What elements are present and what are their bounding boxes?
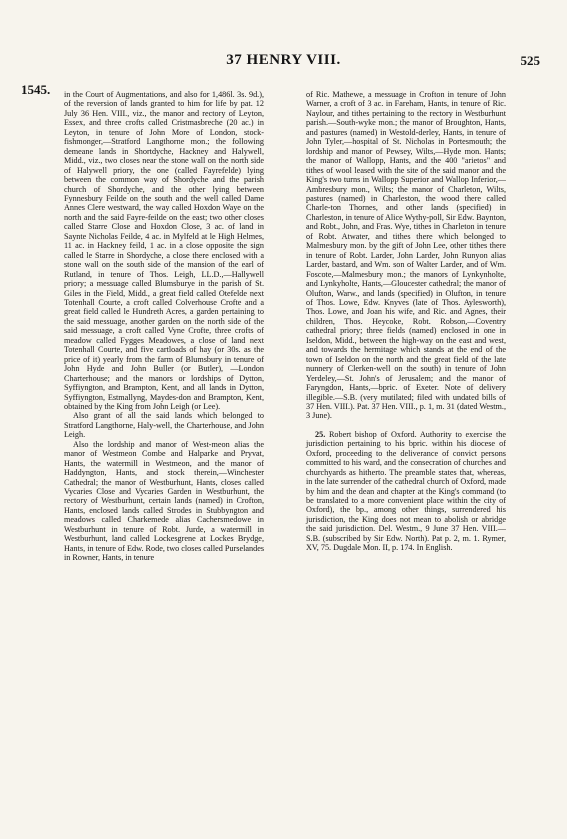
page-number: 525 — [520, 53, 540, 68]
paragraph: Also grant of all the said lands which belonged to Stratford Langthorne, Haly-well, the Charterhouse, and John Leigh. — [64, 411, 264, 440]
left-column — [64, 90, 264, 563]
entry-number: 25. — [315, 429, 326, 439]
column-divider — [289, 96, 290, 826]
paragraph: of Ric. Mathewe, a messuage in Crofton in tenure of John Warner, a croft of 3 ac. in Fareham, Hants, in tenure of Ric. Naylour, and tithes pertaining to the rectory in Westburhunt parish.—South-wyke mon.; the manor of Broughton, Hants, and pastures (named) in Westold-derley, Hants, in tenure of John Tyler,—hospital of St. Nicholas in Portesmouth; the lordship and manor of Pewsey, Wilts,—Hyde mon. Hants; the manor of Wallopp, Hants, and the 400 "arietos" and tithes of wool leased with the site of the said manor and the King's two turns in Wallopp Superior and Wallop Inferior,—Ambresbury mon., Wilts; the manor of Charleton, Wilts, pastures (named) in Charleston, the wood there called Charle-ton Thornes, and other lands (specified) in Charleston, in tenure of Alice Wythy-poll, Sir Edw. Baynton, and Robt., John, and Fras. Wye, tithes in Charleton in tenure of Robt. Atwater, and tithes there which belonged to Malmesbury mon. by the gift of John Lee, other tithes there in tenure of Robt. Larder, John Larder, John Runyon alias Larder, bastard, and Wm. son of Walter Larder, and of Wm. Foscote,—Malmesbury mon.; the manors of Lynkynholte, and Lynkyholte, Hants,—Gloucester cathedral; the manor of Olufton, Warw., and lands (specified) in Olufton, in tenure of Thos. Lowe, Edw. Knyves (late of Thos. Aylesworth), Thos. Lowe, and Joan his wife, and Ric. and Agnes, their children, Thos. Heycoke, Robt. Robson,—Coventry cathedral priory; three fields (named) enclosed in one in Iseldon, Midd., between the high-way on the east and west, and towards the hermitage which stands at the end of the town of Iseldon on the north and the great field of the late nunnery of Clerken-well on the south) in tenure of John Yerdeley,—St. John's of Jerusalem; and the manor of Faryngdon, Hants,—bpric. of Exeter. Note of delivery illegible.—S.B. (very mutilated; filed with undated bills of 37 Hen. VIII.). Pat. 37 Hen. VIII., p. 1, m. 31 (dated Westm., 3 June). — [306, 90, 506, 421]
paragraph: Also the lordship and manor of West-meon alias the manor of Westmeon Combe and Halparke and Pryvat, Hants, the watermill in Westmeon, and the manor of Haddyngton, Hants, and stock therein,—Winchester Cathedral; the manor of Westburhunt, Hants, closes called Vycaries Close and Vycaries Garden in Westburhunt, the rectory of Westburhunt, certain lands (named) in Crofton, Hants, enclosed lands called Strodes in Stubbyngton and meadows called Charkemede alias Cachersmedowe in Westburhunt in tenure of Robt. Jurde, a watermill in Westburhunt, land called Lockesgrene at Lockes Brydge, Hants, in tenure of Edw. Rode, two closes called Purselandes in Rowner, Hants, in tenure — [64, 439, 265, 563]
entry-text: Robert bishop of Oxford. Authority to exercise the jurisdiction pertaining to his bpric. within his diocese of Oxford, proceeding to the deliverance of convict persons committed to his ward, and the consecration of churches and churchyards as hitherto. The preamble states that, whereas, in the late surrender of the cathedral church of Oxford, made by him and the dean and chapter at the King's command (to be translated to a more convenient place within the city of Oxford), the bp., among other things, surrendered his jurisdiction, the King does not mean to abolish or abridge the said jurisdiction. Del. Westm., 9 June 37 Hen. VIII.—S.B. (subscribed by Sir Edw. North). Pat p. 2, m. 1. Rymer, XV, 75. Dugdale Mon. II, p. 174. In English. — [306, 429, 506, 553]
paragraph: in the Court of Augmentations, and also for 1,486l. 3s. 9d.), of the reversion of lands granted to him for life by pat. 12 July 36 Hen. VIII., viz., the manor and rectory of Leyton, Essex, and three crofts called Cristmasbreche (20 ac.) in Leyton, in tenure of John More of London, stock-fishmonger,—Stratford Langthorne mon.; the following demeane lands in Shortdyche, Hackney and Halywell, Midd., viz., two closes near the stone wall on the north side of Halywell priory, the one (called Fayrefelde) lying between the common way of Shordyche and the parish church of Shordyche, and the other lying between Fynnesbury Feilde on the south and the well called Dame Annes Clere westward, the way called Hoxdon Waye on the north and the said Fayre-feilde on the east; two other closes called Starre Close and Hoxdon Close, 3 ac. of land in Saynte Nicholas Feilde, 4 ac. in Mylfeld at le High Helmes, 11 ac. in Hackney feild, 1 ac. in a close opposite the sign called le Starre in Shordyche, a close there enclosed with a stone wall on the south side of the mansion of the earl of Rutland, in tenure of Thos. Leigh, LL.D.,—Hallywell priory; a messuage called Blumsburye in the parish of St. Giles in the Field, Midd., a great field called Otefelde next Totenhall Courte, a croft called Colverhouse Crofte and a great field called le Hundreth Acres, a garden pertaining to the said messuage, another garden on the north side of the said messuage, a croft called Vyne Crofte, three crofts of meadow called Fygges Meadowes, a close of land next Totenhall Courte, and five cartloads of hay (or 30s. as the price of it) yearly from the farm of Blumsbury in tenure of John Hyde and John Buller (or Butler), —London Charterhouse; and the manors or lordships of Dytton, Syffiyngton, and Brampton, Kent, and all lands in Dytton, Syffiyngton, Estmallyng, Maydes-don and Brampton, Kent, obtained by the King from John Leigh (or Lee). — [64, 90, 264, 411]
entry-25 — [306, 430, 506, 553]
running-title: 37 HENRY VIII. — [226, 52, 341, 68]
page-header — [0, 52, 567, 70]
right-column — [306, 90, 506, 553]
year-marginal: 1545. — [21, 82, 51, 97]
